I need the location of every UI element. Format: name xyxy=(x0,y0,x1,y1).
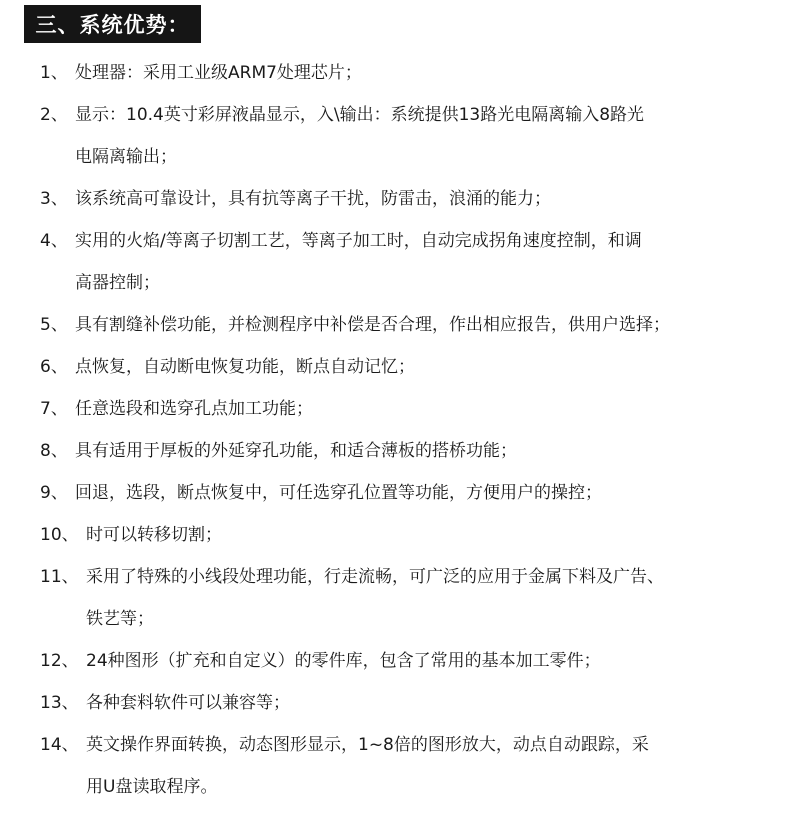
item-number: 12、 xyxy=(40,651,79,671)
item-text: 显示：10.4英寸彩屏液晶显示，入\输出：系统提供13路光电隔离输入8路光 xyxy=(75,105,645,125)
item-text: 具有适用于厚板的外延穿孔功能，和适合薄板的搭桥功能； xyxy=(75,441,517,461)
item-text: 回退，选段，断点恢复中，可任选穿孔位置等功能，方便用户的操控； xyxy=(75,483,602,503)
item-number: 6、 xyxy=(40,357,68,377)
item-number: 2、 xyxy=(40,105,68,125)
item-text: 任意选段和选穿孔点加工功能； xyxy=(75,399,313,419)
item-number: 10、 xyxy=(40,525,79,545)
item-text: 处理器：采用工业级ARM7处理芯片； xyxy=(75,63,362,83)
item-text: 各种套料软件可以兼容等； xyxy=(86,693,290,713)
item-text-continued: 高器控制； xyxy=(75,273,160,293)
item-text-continued: 铁艺等； xyxy=(86,609,154,629)
item-text: 英文操作界面转换，动态图形显示，1~8倍的图形放大，动点自动跟踪，采 xyxy=(86,735,649,755)
item-number: 8、 xyxy=(40,441,68,461)
item-text: 采用了特殊的小线段处理功能，行走流畅，可广泛的应用于金属下料及广告、 xyxy=(86,567,664,587)
item-number: 1、 xyxy=(40,63,68,83)
item-text: 点恢复，自动断电恢复功能，断点自动记忆； xyxy=(75,357,415,377)
item-text: 具有割缝补偿功能，并检测程序中补偿是否合理，作出相应报告，供用户选择； xyxy=(75,315,670,335)
item-text-continued: 用U盘读取程序。 xyxy=(86,777,218,797)
item-number: 14、 xyxy=(40,735,79,755)
item-number: 9、 xyxy=(40,483,68,503)
item-text-continued: 电隔离输出； xyxy=(75,147,177,167)
item-number: 4、 xyxy=(40,231,68,251)
section-title: 三、系统优势： xyxy=(24,5,201,43)
item-number: 13、 xyxy=(40,693,79,713)
item-number: 7、 xyxy=(40,399,68,419)
item-number: 5、 xyxy=(40,315,68,335)
item-text: 24种图形（扩充和自定义）的零件库，包含了常用的基本加工零件； xyxy=(86,651,601,671)
item-number: 3、 xyxy=(40,189,68,209)
item-text: 实用的火焰/等离子切割工艺，等离子加工时，自动完成拐角速度控制，和调 xyxy=(75,231,642,251)
item-number: 11、 xyxy=(40,567,79,587)
item-text: 该系统高可靠设计，具有抗等离子干扰，防雷击，浪涌的能力； xyxy=(75,189,551,209)
item-text: 时可以转移切割； xyxy=(86,525,222,545)
